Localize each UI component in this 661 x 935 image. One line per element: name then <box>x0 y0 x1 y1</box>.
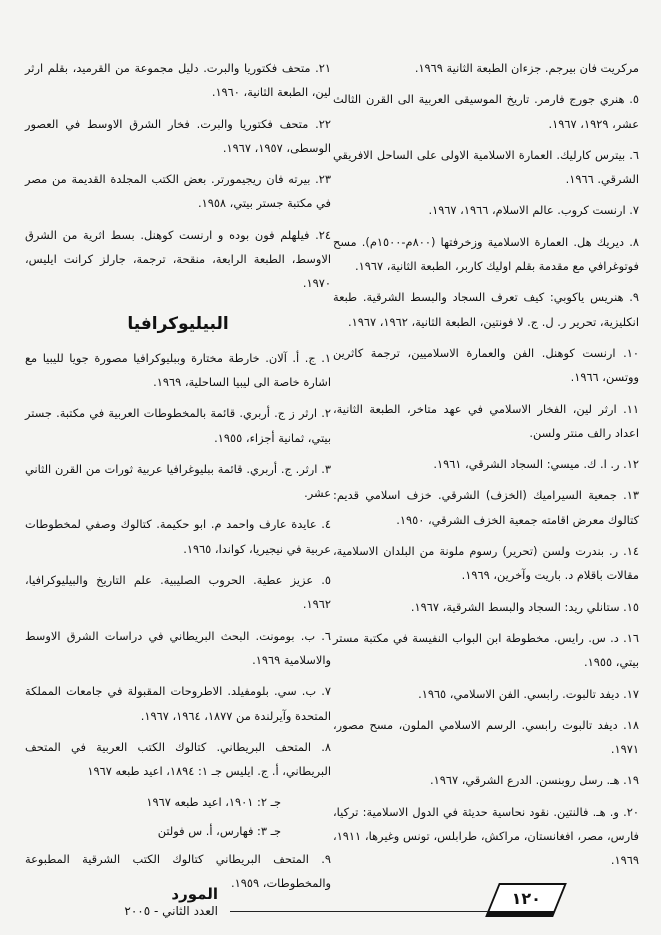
entry: ٩. هنريس ياكوبي: كيف تعرف السجاد والبسط الشرقية. طبعة انكليزية، تحرير ر. ل. ج. لا فونتين، الطبعة الثانية، ١٩٦٢، ١٩٦٧. <box>333 290 639 329</box>
entry: ١٧. ديفد تالبوت. رابسي. الفن الاسلامي، ١٩٦٥. <box>418 686 639 701</box>
entry: ١١. ارثر لين، الفخار الاسلامي في عهد متاخر، الطبعة الثانية، اعداد رالف منتر ولسن. <box>333 401 639 440</box>
bib-entry: ٧. ب. سي. بلومفيلد. الاطروحات المقبولة في جامعات المملكة المتحدة وآيرلندة من ١٨٧٧، ١٩٦٤، ١٩٦٧. <box>25 684 331 723</box>
entry: ١٥. ستانلي ريد: السجاد والبسط الشرقية، ١٩٦٧. <box>410 599 639 614</box>
entry: ١٠. ارنست كوهنل. الفن والعمارة الاسلاميين، ترجمة كاثرين ووتسن، ١٩٦٦. <box>333 345 639 385</box>
entry: ٧. ارنست كروب. عالم الاسلام، ١٩٦٦، ١٩٦٧. <box>428 203 639 218</box>
bib-entry: ٤. عايدة عارف واحمد م. ابو حكيمة. كتالوك وصفي لمخطوطات عربية في نيجيريا، كواندا، ١٩٦٥. <box>25 517 331 556</box>
entry: ٦. بيترس كارليك. العمارة الاسلامية الاولى على الساحل الافريقي الشرقي. ١٩٦٦. <box>333 147 639 187</box>
bib-entry: ١. ج. أ. آلان. خارطة مختارة وببليوكرافيا مصورة جويا لليبيا مع اشارة خاصة الى ليبيا الساحلية، ١٩٦٩. <box>25 350 331 389</box>
left-column <box>25 56 331 903</box>
section-title: البيليوكرافيا <box>127 313 229 334</box>
entry: ٨. ديريك هل. العمارة الاسلامية وزخرفتها (٨٠٠م-١٥٠٠م). مسح فوتوغرافي مع مقدمة بقلم اوليك كاربر، الطبعة الثانية، ١٩٦٧. <box>333 234 639 274</box>
page-number: ١٢٠ <box>512 888 542 908</box>
journal-name: المورد <box>171 885 218 903</box>
bib-entry: ٢. ارثر ز ج. أربري. قائمة بالمخطوطات العربية في مكتبة. جستر بيتي، ثمانية أجزاء، ١٩٥٥. <box>25 406 331 445</box>
bib-entry: ٣. ارثر. ج. أربري. قائمة ببليوغرافيا عربية ثورات من القرن الثاني عشر. <box>25 461 331 501</box>
entry: ١٨. ديفد تالبوت رابسي. الرسم الاسلامي الملون، مسح مصور، ١٩٧١. <box>333 717 639 757</box>
bib-subentry: جـ ٣: فهارس، أ. س فولتن <box>157 823 281 838</box>
entry: ٥. هنري جورج فارمر. تاريخ الموسيقى العربية الى القرن الثالث عشر، ١٩٢٩، ١٩٦٧. <box>333 92 639 131</box>
journal-mark <box>98 885 218 919</box>
bib-entry: ٥. عزيز عطية. الحروب الصليبية. علم التاريخ والبيليوكرافيا، ١٩٦٢. <box>25 573 331 612</box>
bib-entry: ٦. ب. بومونت. البحث البريطاني في دراسات الشرق الاوسط والاسلامية ١٩٦٩. <box>25 628 331 667</box>
page-number-box <box>485 883 567 917</box>
entry: ٢١. متحف فكتوريا والبرت. دليل مجموعة من القرميد، بقلم ارثر لين، الطبعة الثانية، ١٩٦٠. <box>25 61 331 100</box>
bib-subentry: جـ ٢: ١٩٠١، اعيد طبعه ١٩٦٧ <box>146 795 281 810</box>
journal-issue: العدد الثاني - ٢٠٠٥ <box>124 904 218 918</box>
right-column <box>333 56 639 880</box>
entry: ١٦. د. س. رايس. مخطوطة ابن البواب النفيسة في مكتبة مستر بيتي، ١٩٥٥. <box>333 630 639 670</box>
entry: ١٣. جمعية السيراميك (الخزف) الشرقي. خزف اسلامي قديم: كتالوك معرض اقامته جمعية الخزف الشرقي، ١٩٥٠. <box>333 488 639 527</box>
entry: ١٢. ر. ا. ك. ميسي: السجاد الشرقي، ١٩٦١. <box>433 457 639 472</box>
page-footer <box>0 845 661 935</box>
entry: ٢٤. فيلهلم فون بوده و ارنست كوهنل. بسط اثرية من الشرق الاوسط، الطبعة الرابعة، منقحة، ترجمة، جارلز كرانت ايليس، ١٩٧٠. <box>25 227 331 291</box>
bib-entry: ٨. المتحف البريطاني. كتالوك الكتب العربية في المتحف البريطاني، أ. ج. ايليس جـ ١: ١٨٩٤، اعيد طبعه ١٩٦٧ <box>25 739 331 779</box>
entry: ٢٢. متحف فكتوريا والبرت. فخار الشرق الاوسط في العصور الوسطى، ١٩٥٧، ١٩٦٧. <box>25 116 331 155</box>
bib-entry: ٩. المتحف البريطاني كتالوك الكتب الشرقية المطبوعة والمخطوطات، ١٩٥٩. <box>25 852 331 891</box>
entry: ١٩. هـ. رسل روبنسن. الدرع الشرقي، ١٩٦٧. <box>429 773 639 788</box>
entry: ٢٠. و. هـ. فالنتين. نقود نحاسية حديثة في الدول الاسلامية: تركيا، فارس، مصر، افغانستان، مراكش، طرابلس، تونس وغيرها، ١٩١١، ١٩٦٩. <box>333 804 639 868</box>
entry: ١٤. ر. بندرت ولسن (تحرير) رسوم ملونة من البلدان الاسلامية، مقالات باقلام د. باريت وآخرين، ١٩٦٩. <box>333 544 639 583</box>
entry: ٢٣. بيرته فان ريجيمورتر. بعض الكتب المجلدة القديمة من مصر في مكتبة جستر بيتي، ١٩٥٨. <box>25 172 331 211</box>
entry: مركريت فان بيرجم. جزءان الطبعة الثانية ١٩٦٩. <box>414 61 639 75</box>
